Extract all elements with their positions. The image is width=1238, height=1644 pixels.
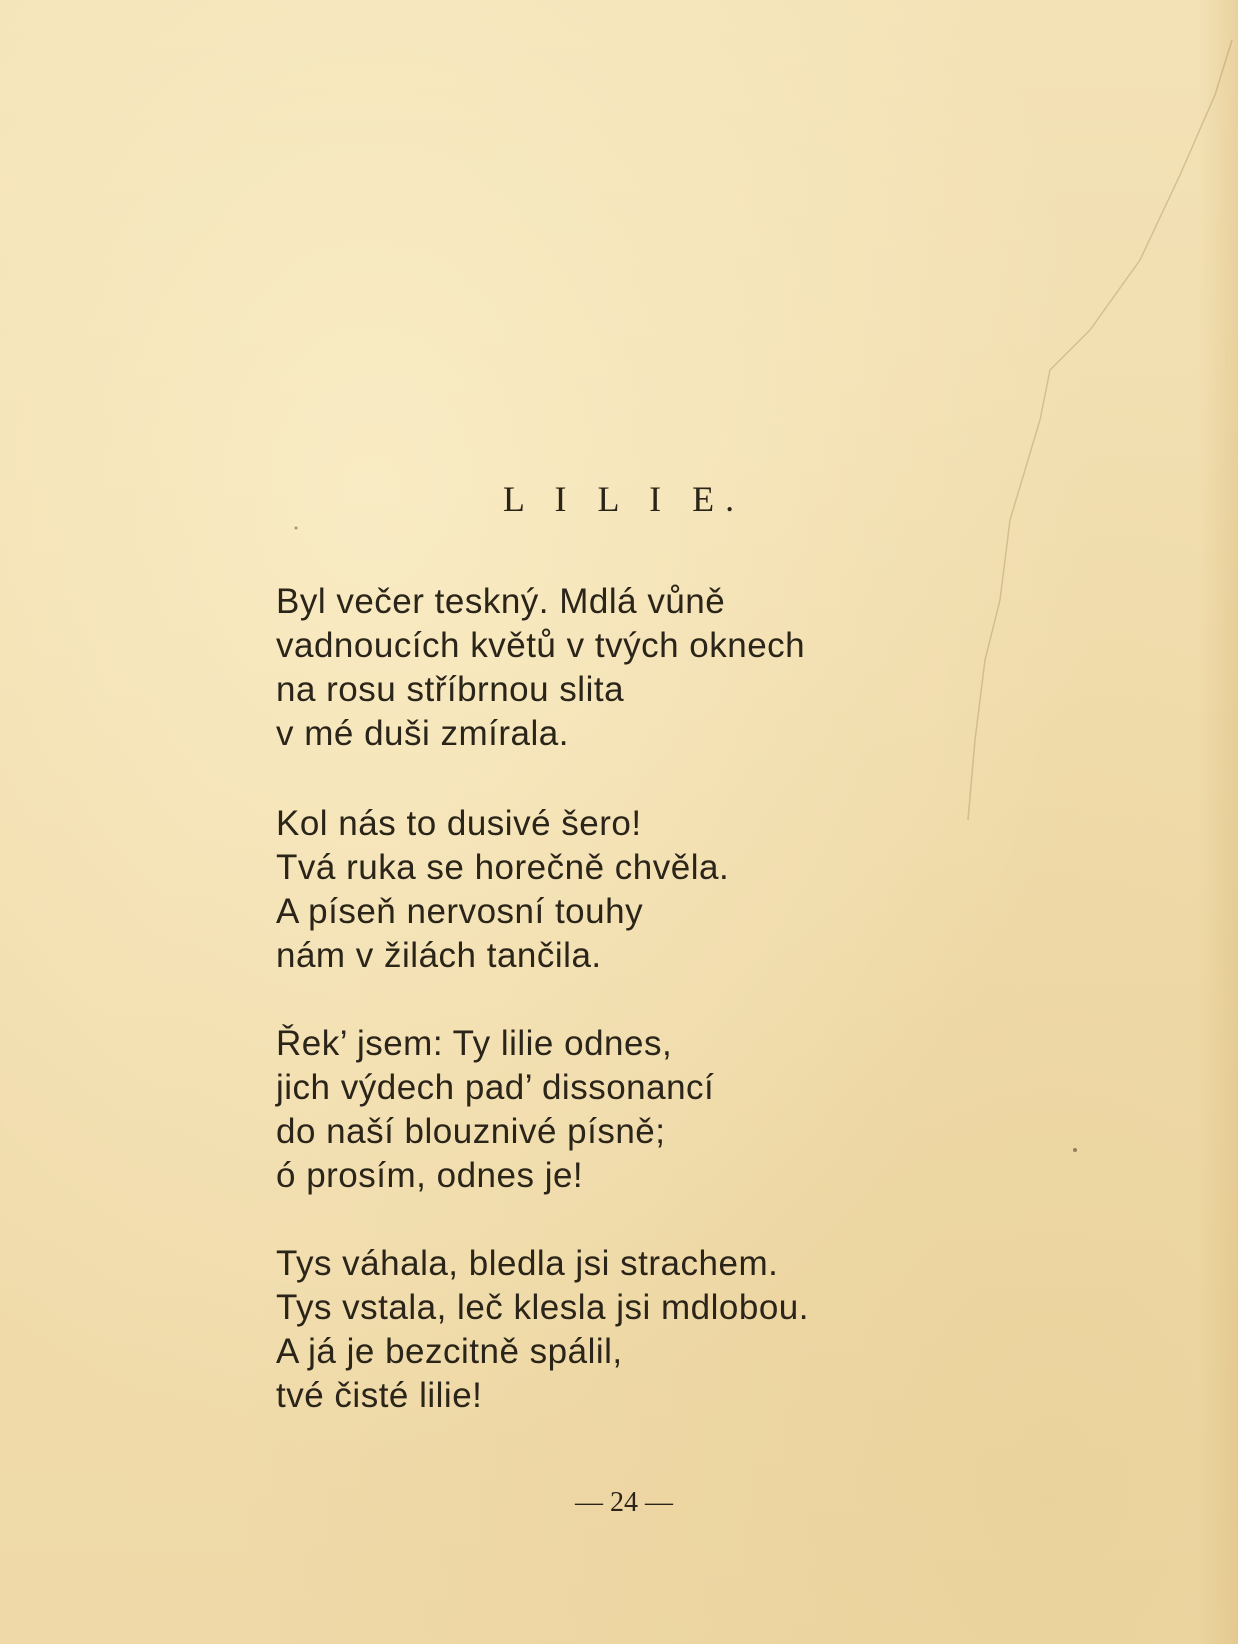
verse-line: nám v žilách tančila. <box>276 936 602 975</box>
verse-line: na rosu stříbrnou slita <box>276 670 625 709</box>
verse-line: vadnoucích květů v tvých oknech <box>276 626 806 665</box>
verse-line: Řek’ jsem: Ty lilie odnes, <box>276 1024 673 1063</box>
verse-line: do naší blouznivé písně; <box>276 1112 666 1151</box>
verse-line: Tys váhala, bledla jsi strachem. <box>276 1244 779 1283</box>
verse-line: Kol nás to dusivé šero! <box>276 804 642 843</box>
stanza-1 <box>276 580 976 756</box>
verse-line: ó prosím, odnes je! <box>276 1156 584 1195</box>
verse-line: Byl večer teskný. Mdlá vůně <box>276 582 726 621</box>
verse-line: Tvá ruka se horečně chvěla. <box>276 848 730 887</box>
verse-line: A píseň nervosní touhy <box>276 892 644 931</box>
verse-line: tvé čisté lilie! <box>276 1376 483 1415</box>
page-number: — 24 — <box>575 1487 673 1518</box>
stanza-3 <box>276 1022 976 1198</box>
verse-line: v mé duši zmírala. <box>276 714 569 753</box>
poem-title: L I L I E. <box>502 479 746 519</box>
stanza-2 <box>276 802 976 978</box>
verse-line: Tys vstala, leč klesla jsi mdlobou. <box>276 1288 809 1327</box>
verse-line: A já je bezcitně spálil, <box>276 1332 623 1371</box>
stanza-4 <box>276 1242 976 1418</box>
verse-line: jich výdech pad’ dissonancí <box>276 1068 715 1107</box>
